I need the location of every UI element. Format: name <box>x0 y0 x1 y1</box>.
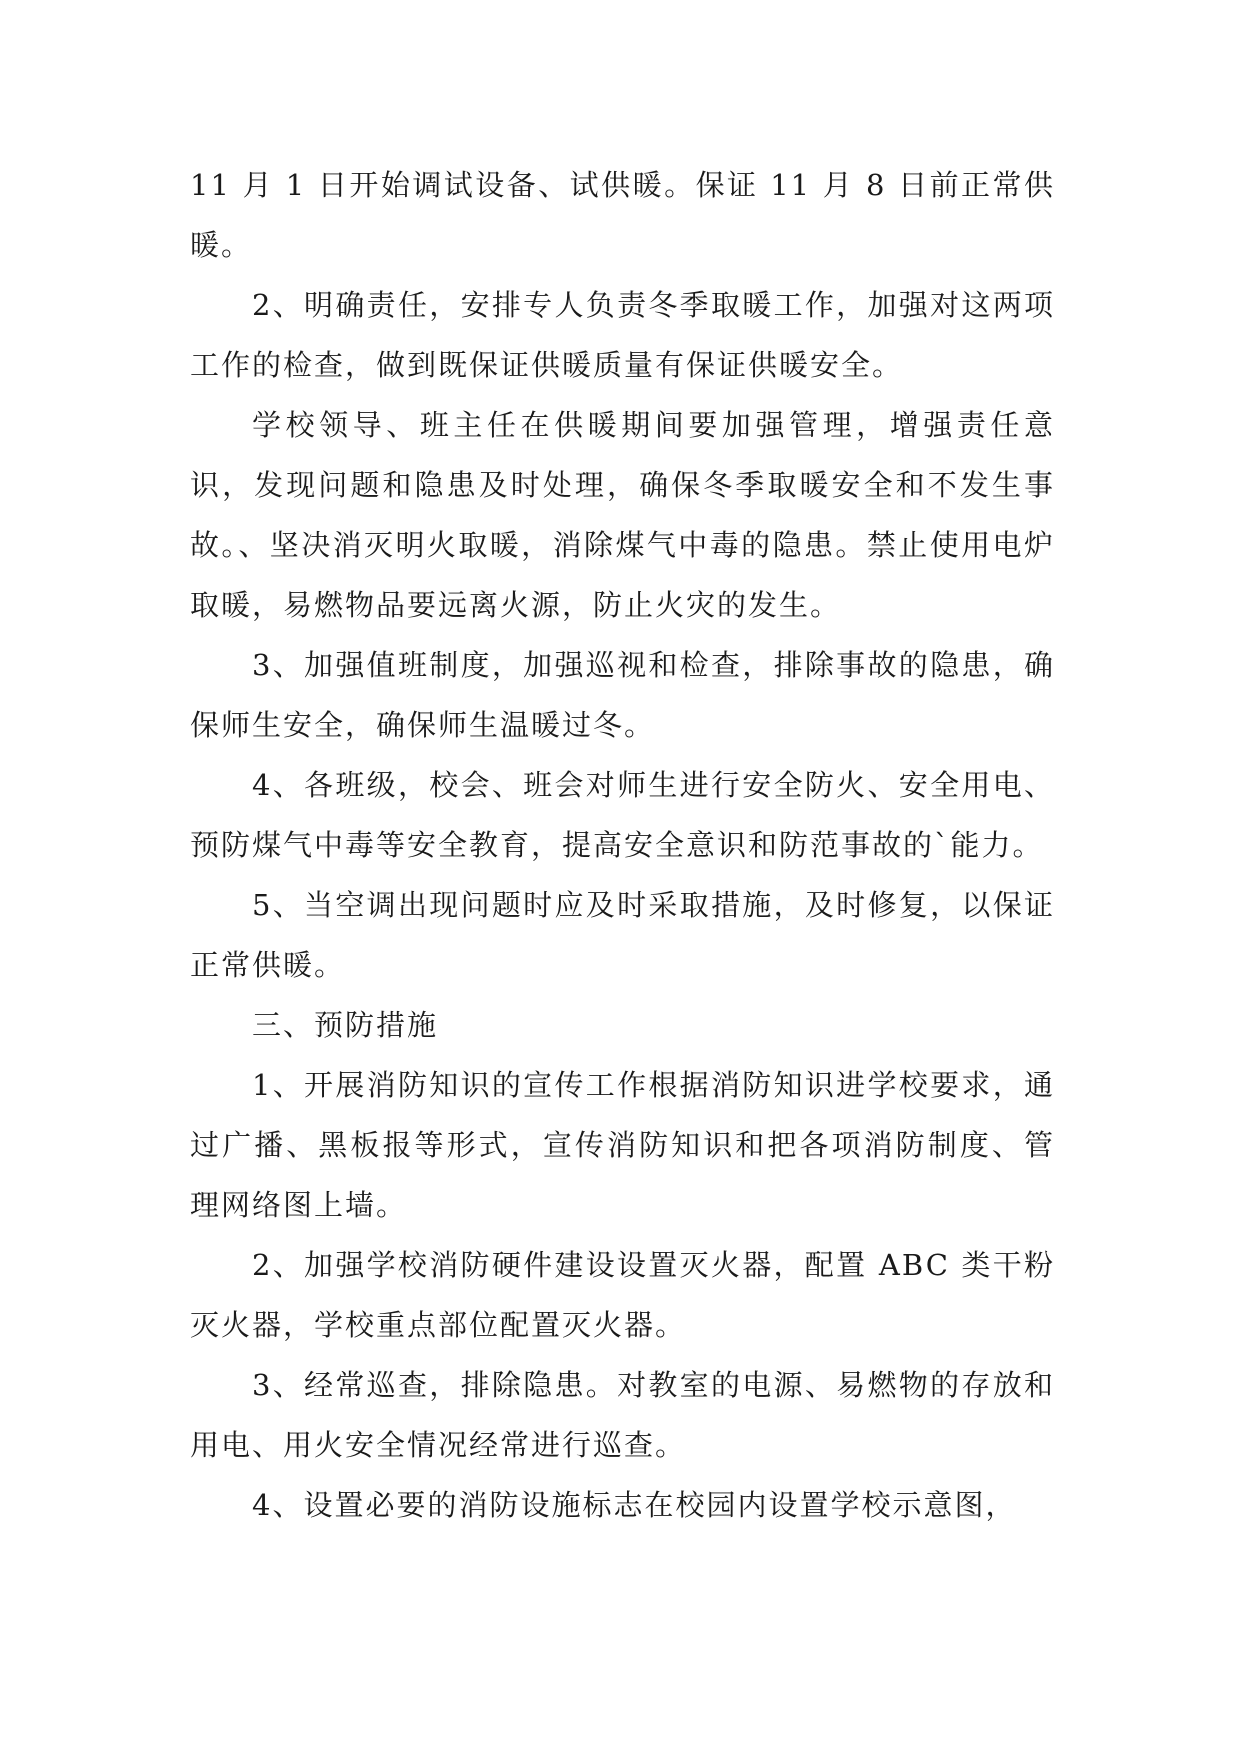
paragraph-fire-signs: 4、设置必要的消防设施标志在校园内设置学校示意图， <box>252 1488 1017 1522</box>
paragraph-safety-education: 4、各班级，校会、班会对师生进行安全防火、安全用电、预防煤气中毒等安全教育，提高安全意识和防范事故的`能力。 <box>190 768 1055 862</box>
paragraph-duty-system: 3、加强值班制度，加强巡视和检查，排除事故的隐患，确保师生安全，确保师生温暖过冬。 <box>190 648 1055 742</box>
paragraph-extinguishers: 2、加强学校消防硬件建设设置灭火器，配置 ABC 类干粉灭火器，学校重点部位配置灭火器。 <box>190 1248 1055 1342</box>
paragraph-fire-knowledge: 1、开展消防知识的宣传工作根据消防知识进学校要求，通过广播、黑板报等形式，宣传消防知识和把各项消防制度、管理网络图上墙。 <box>190 1068 1055 1222</box>
paragraph-heating-schedule: 11 月 1 日开始调试设备、试供暖。保证 11 月 8 日前正常供暖。 <box>190 168 1055 262</box>
document-body <box>190 155 1055 1535</box>
paragraph-air-conditioning: 5、当空调出现问题时应及时采取措施，及时修复，以保证正常供暖。 <box>190 888 1055 982</box>
section-heading-prevention: 三、预防措施 <box>252 1008 439 1042</box>
paragraph-leadership-management: 学校领导、班主任在供暖期间要加强管理，增强责任意识，发现问题和隐患及时处理，确保冬季取暖安全和不发生事故。、坚决消灭明火取暖，消除煤气中毒的隐患。禁止使用电炉取暖，易燃物品要远离火源，防止火灾的发生。 <box>190 408 1055 622</box>
paragraph-responsibility: 2、明确责任，安排专人负责冬季取暖工作，加强对这两项工作的检查，做到既保证供暖质量有保证供暖安全。 <box>190 288 1055 382</box>
paragraph-inspection: 3、经常巡查，排除隐患。对教室的电源、易燃物的存放和用电、用火安全情况经常进行巡查。 <box>190 1368 1055 1462</box>
